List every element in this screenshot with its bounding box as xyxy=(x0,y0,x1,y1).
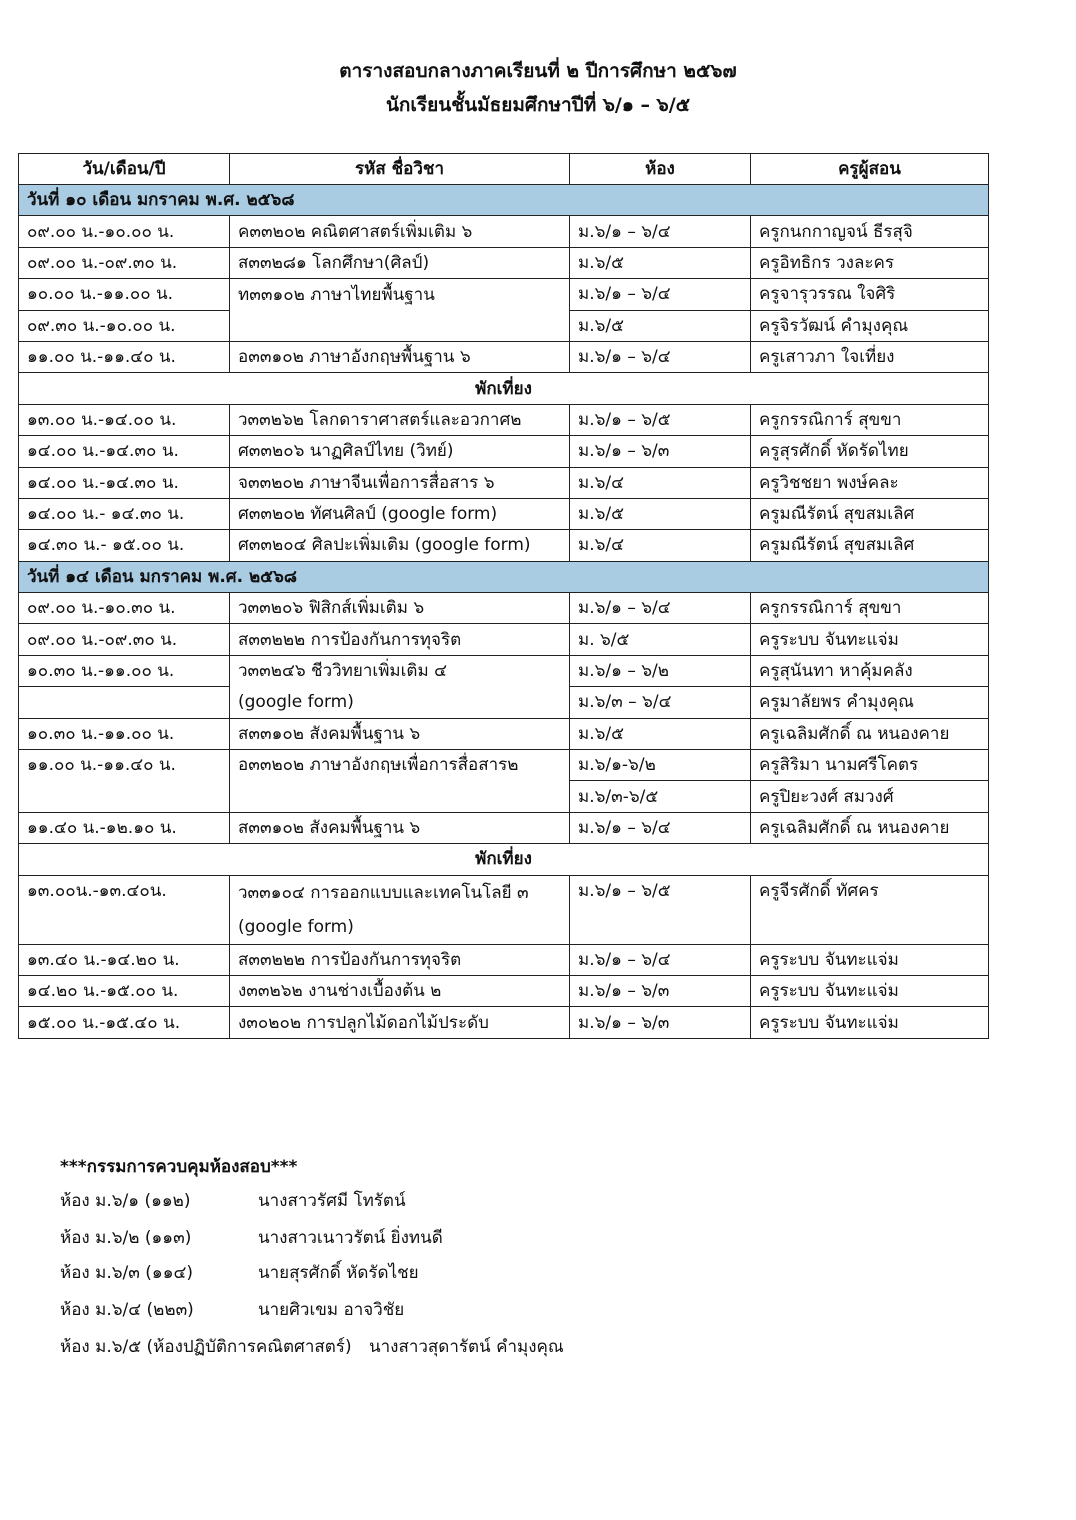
teacher-cell: ครูจารุวรรณ ใจศิริ xyxy=(751,279,989,310)
committee-name: นายสุรศักดิ์ หัดรัดไชย xyxy=(258,1263,419,1283)
time-cell: ๑๓.๐๐น.-๑๓.๔๐น. xyxy=(19,875,230,944)
teacher-cell: ครูมณีรัตน์ สุขสมเลิศ xyxy=(751,530,989,561)
table-row xyxy=(19,975,989,1006)
room-cell: ม.๖/๑ – ๖/๓ xyxy=(570,1007,751,1038)
teacher-cell: ครูเฉลิมศักดิ์ ณ หนองคาย xyxy=(751,718,989,749)
room-cell: ม.๖/๑ – ๖/๕ xyxy=(570,404,751,435)
teacher-cell: ครูกรรณิการ์ สุขขา xyxy=(751,404,989,435)
subject-cell: (google form) xyxy=(230,687,570,718)
teacher-cell: ครูระบบ จันทะแจ่ม xyxy=(751,975,989,1006)
table-row xyxy=(19,404,989,435)
room-cell: ม.๖/๑-๖/๒ xyxy=(570,750,751,781)
table-row xyxy=(19,247,989,278)
teacher-cell: ครูเสาวภา ใจเที่ยง xyxy=(751,341,989,372)
table-row xyxy=(19,436,989,467)
subject-cell: อ๓๓๑๐๒ ภาษาอังกฤษพื้นฐาน ๖ xyxy=(230,341,570,372)
teacher-cell: ครูมณีรัตน์ สุขสมเลิศ xyxy=(751,498,989,529)
table-row xyxy=(19,944,989,975)
table-row xyxy=(19,875,989,944)
subject-cell: ง๓๓๒๖๒ งานช่างเบื้องต้น ๒ xyxy=(230,975,570,1006)
subject-cell: ว๓๓๒๐๖ ฟิสิกส์เพิ่มเติม ๖ xyxy=(230,593,570,624)
teacher-cell: ครูวิชชยา พงษ์คละ xyxy=(751,467,989,498)
table-row xyxy=(19,498,989,529)
table-row xyxy=(19,279,989,310)
room-cell: ม.๖/๕ xyxy=(570,498,751,529)
teacher-cell: ครูระบบ จันทะแจ่ม xyxy=(751,1007,989,1038)
table-row xyxy=(19,687,989,718)
teacher-cell: ครูระบบ จันทะแจ่ม xyxy=(751,624,989,655)
teacher-cell: ครูสิริมา นามศรีโคตร xyxy=(751,750,989,781)
room-cell: ม.๖/๔ xyxy=(570,467,751,498)
subject-cell: อ๓๓๒๐๒ ภาษาอังกฤษเพื่อการสื่อสาร๒ xyxy=(230,750,570,781)
subject-cell: ศ๓๓๒๐๒ ทัศนศิลป์ (google form) xyxy=(230,498,570,529)
subject-cell: ส๓๓๒๘๑ โลกศึกษา(ศิลป์) xyxy=(230,247,570,278)
time-cell: ๐๙.๐๐ น.-๑๐.๓๐ น. xyxy=(19,593,230,624)
committee-name: นางสาวรัศมี โทรัตน์ xyxy=(258,1191,406,1211)
room-cell: ม. ๖/๕ xyxy=(570,624,751,655)
teacher-cell: ครูจีรศักดิ์ ทัศคร xyxy=(751,875,989,944)
time-cell: ๑๑.๐๐ น.-๑๑.๔๐ น. xyxy=(19,341,230,372)
subject-cell: ว๓๓๒๖๒ โลกดาราศาสตร์และอวกาศ๒ xyxy=(230,404,570,435)
subject-cell: ท๓๓๑๐๒ ภาษาไทยพื้นฐาน xyxy=(230,279,570,310)
room-cell: ม.๖/๑ – ๖/๕ xyxy=(570,875,751,944)
day-row-2 xyxy=(19,561,989,592)
time-cell: ๑๔.๐๐ น.- ๑๔.๓๐ น. xyxy=(19,498,230,529)
subject-line-2: (google form) xyxy=(238,916,354,937)
room-cell: ม.๖/๕ xyxy=(570,247,751,278)
time-cell: ๑๐.๐๐ น.-๑๑.๐๐ น. xyxy=(19,279,230,310)
page-subtitle: นักเรียนชั้นมัธยมศึกษาปีที่ ๖/๑ – ๖/๕ xyxy=(385,94,691,116)
teacher-cell: ครูเฉลิมศักดิ์ ณ หนองคาย xyxy=(751,812,989,843)
table-row xyxy=(19,593,989,624)
subject-cell: จ๓๓๒๐๒ ภาษาจีนเพื่อการสื่อสาร ๖ xyxy=(230,467,570,498)
room-cell: ม.๖/๑ – ๖/๔ xyxy=(570,944,751,975)
committee-room: ห้อง ม.๖/๕ (ห้องปฏิบัติการคณิตศาสตร์) xyxy=(60,1337,352,1357)
teacher-cell: ครูมาลัยพร คำมุงคุณ xyxy=(751,687,989,718)
room-cell: ม.๖/๑ – ๖/๔ xyxy=(570,341,751,372)
table-row xyxy=(19,1007,989,1038)
teacher-cell: ครูระบบ จันทะแจ่ม xyxy=(751,944,989,975)
table-row xyxy=(19,781,989,812)
teacher-cell: ครูกนกกาญจน์ ธีรสุจิ xyxy=(751,216,989,247)
time-cell: ๑๔.๒๐ น.-๑๕.๐๐ น. xyxy=(19,975,230,1006)
time-cell: ๑๔.๐๐ น.-๑๔.๓๐ น. xyxy=(19,467,230,498)
table-row xyxy=(19,655,989,686)
committee-item xyxy=(60,1333,564,1360)
time-cell: ๑๑.๔๐ น.-๑๒.๑๐ น. xyxy=(19,812,230,843)
lunch-break-row xyxy=(19,373,989,404)
room-cell: ม.๖/๑ – ๖/๔ xyxy=(570,812,751,843)
table-row xyxy=(19,718,989,749)
subject-cell xyxy=(230,875,570,944)
room-cell: ม.๖/๓ – ๖/๔ xyxy=(570,687,751,718)
committee-room: ห้อง ม.๖/๓ (๑๑๔) xyxy=(60,1263,193,1283)
room-cell: ม.๖/๓-๖/๕ xyxy=(570,781,751,812)
time-cell: ๐๙.๐๐ น.-๐๙.๓๐ น. xyxy=(19,624,230,655)
subject-cell: ว๓๓๒๔๖ ชีววิทยาเพิ่มเติม ๔ xyxy=(230,655,570,686)
table-row xyxy=(19,310,989,341)
committee-name: นางสาวเนาวรัตน์ ยิ่งทนดี xyxy=(258,1228,443,1248)
room-cell: ม.๖/๑ – ๖/๔ xyxy=(570,216,751,247)
room-cell: ม.๖/๑ – ๖/๓ xyxy=(570,975,751,1006)
committee-room: ห้อง ม.๖/๔ (๒๒๓) xyxy=(60,1300,194,1320)
subject-cell: ส๓๓๒๒๒ การป้องกันการทุจริต xyxy=(230,624,570,655)
table-row xyxy=(19,341,989,372)
header-room: ห้อง xyxy=(570,154,751,185)
room-cell: ม.๖/๑ – ๖/๔ xyxy=(570,279,751,310)
subject-cell: ส๓๓๑๐๒ สังคมพื้นฐาน ๖ xyxy=(230,812,570,843)
time-cell: ๑๓.๐๐ น.-๑๔.๐๐ น. xyxy=(19,404,230,435)
room-cell: ม.๖/๕ xyxy=(570,718,751,749)
time-cell: ๑๔.๓๐ น.- ๑๕.๐๐ น. xyxy=(19,530,230,561)
time-cell: ๑๔.๐๐ น.-๑๔.๓๐ น. xyxy=(19,436,230,467)
lunch-break-row xyxy=(19,844,989,875)
time-cell xyxy=(19,781,230,812)
subject-cell: ง๓๐๒๐๒ การปลูกไม้ดอกไม้ประดับ xyxy=(230,1007,570,1038)
teacher-cell: ครูสุนันทา หาคุ้มคลัง xyxy=(751,655,989,686)
time-cell: ๐๙.๓๐ น.-๑๐.๐๐ น. xyxy=(19,310,230,341)
committee-title: ***กรรมการควบคุมห้องสอบ*** xyxy=(60,1157,298,1177)
exam-schedule-table xyxy=(18,153,989,1039)
teacher-cell: ครูจิรวัฒน์ คำมุงคุณ xyxy=(751,310,989,341)
committee-room: ห้อง ม.๖/๑ (๑๑๒) xyxy=(60,1191,191,1211)
room-cell: ม.๖/๑ – ๖/๒ xyxy=(570,655,751,686)
time-cell: ๐๙.๐๐ น.-๐๙.๓๐ น. xyxy=(19,247,230,278)
table-row xyxy=(19,812,989,843)
teacher-cell: ครูกรรณิการ์ สุขขา xyxy=(751,593,989,624)
room-cell: ม.๖/๔ xyxy=(570,530,751,561)
committee-name: นายศิวเขม อาจวิชัย xyxy=(258,1300,405,1320)
teacher-cell: ครูปิยะวงศ์ สมวงศ์ xyxy=(751,781,989,812)
subject-cell xyxy=(230,781,570,812)
committee-room: ห้อง ม.๖/๒ (๑๑๓) xyxy=(60,1228,192,1248)
time-cell: ๑๓.๔๐ น.-๑๔.๒๐ น. xyxy=(19,944,230,975)
table-row xyxy=(19,624,989,655)
table-header-row xyxy=(19,154,989,185)
lunch-break-label: พักเที่ยง xyxy=(19,373,989,404)
room-cell: ม.๖/๑ – ๖/๓ xyxy=(570,436,751,467)
time-cell: ๑๑.๐๐ น.-๑๑.๔๐ น. xyxy=(19,750,230,781)
subject-cell: ศ๓๓๒๐๖ นาฏศิลป์ไทย (วิทย์) xyxy=(230,436,570,467)
day-label: วันที่ ๑๔ เดือน มกราคม พ.ศ. ๒๕๖๘ xyxy=(19,561,989,592)
subject-line-1: ว๓๓๑๐๔ การออกแบบและเทคโนโลยี ๓ xyxy=(238,882,529,903)
committee-name: นางสาวสุดารัตน์ คำมุงคุณ xyxy=(368,1337,564,1357)
time-cell xyxy=(19,687,230,718)
subject-cell: ส๓๓๒๒๒ การป้องกันการทุจริต xyxy=(230,944,570,975)
subject-cell: ศ๓๓๒๐๔ ศิลปะเพิ่มเติม (google form) xyxy=(230,530,570,561)
subject-cell: ส๓๓๑๐๒ สังคมพื้นฐาน ๖ xyxy=(230,718,570,749)
teacher-cell: ครูสุรศักดิ์ หัดรัดไทย xyxy=(751,436,989,467)
room-cell: ม.๖/๕ xyxy=(570,310,751,341)
subject-cell: ค๓๓๒๐๒ คณิตศาสตร์เพิ่มเติม ๖ xyxy=(230,216,570,247)
table-row xyxy=(19,216,989,247)
header-teacher: ครูผู้สอน xyxy=(751,154,989,185)
lunch-break-label: พักเที่ยง xyxy=(19,844,989,875)
page-title: ตารางสอบกลางภาคเรียนที่ ๒ ปีการศึกษา ๒๕๖๗ xyxy=(339,60,737,82)
day-row-1 xyxy=(19,185,989,216)
header-subject: รหัส ชื่อวิชา xyxy=(230,154,570,185)
time-cell: ๑๕.๐๐ น.-๑๕.๔๐ น. xyxy=(19,1007,230,1038)
time-cell: ๑๐.๓๐ น.-๑๑.๐๐ น. xyxy=(19,655,230,686)
table-row xyxy=(19,530,989,561)
table-row xyxy=(19,467,989,498)
teacher-cell: ครูอิทธิกร วงละคร xyxy=(751,247,989,278)
table-row xyxy=(19,750,989,781)
time-cell: ๑๐.๓๐ น.-๑๑.๐๐ น. xyxy=(19,718,230,749)
room-cell: ม.๖/๑ – ๖/๔ xyxy=(570,593,751,624)
day-label: วันที่ ๑๐ เดือน มกราคม พ.ศ. ๒๕๖๘ xyxy=(19,185,989,216)
header-date: วัน/เดือน/ปี xyxy=(19,154,230,185)
time-cell: ๐๙.๐๐ น.-๑๐.๐๐ น. xyxy=(19,216,230,247)
subject-cell xyxy=(230,310,570,341)
